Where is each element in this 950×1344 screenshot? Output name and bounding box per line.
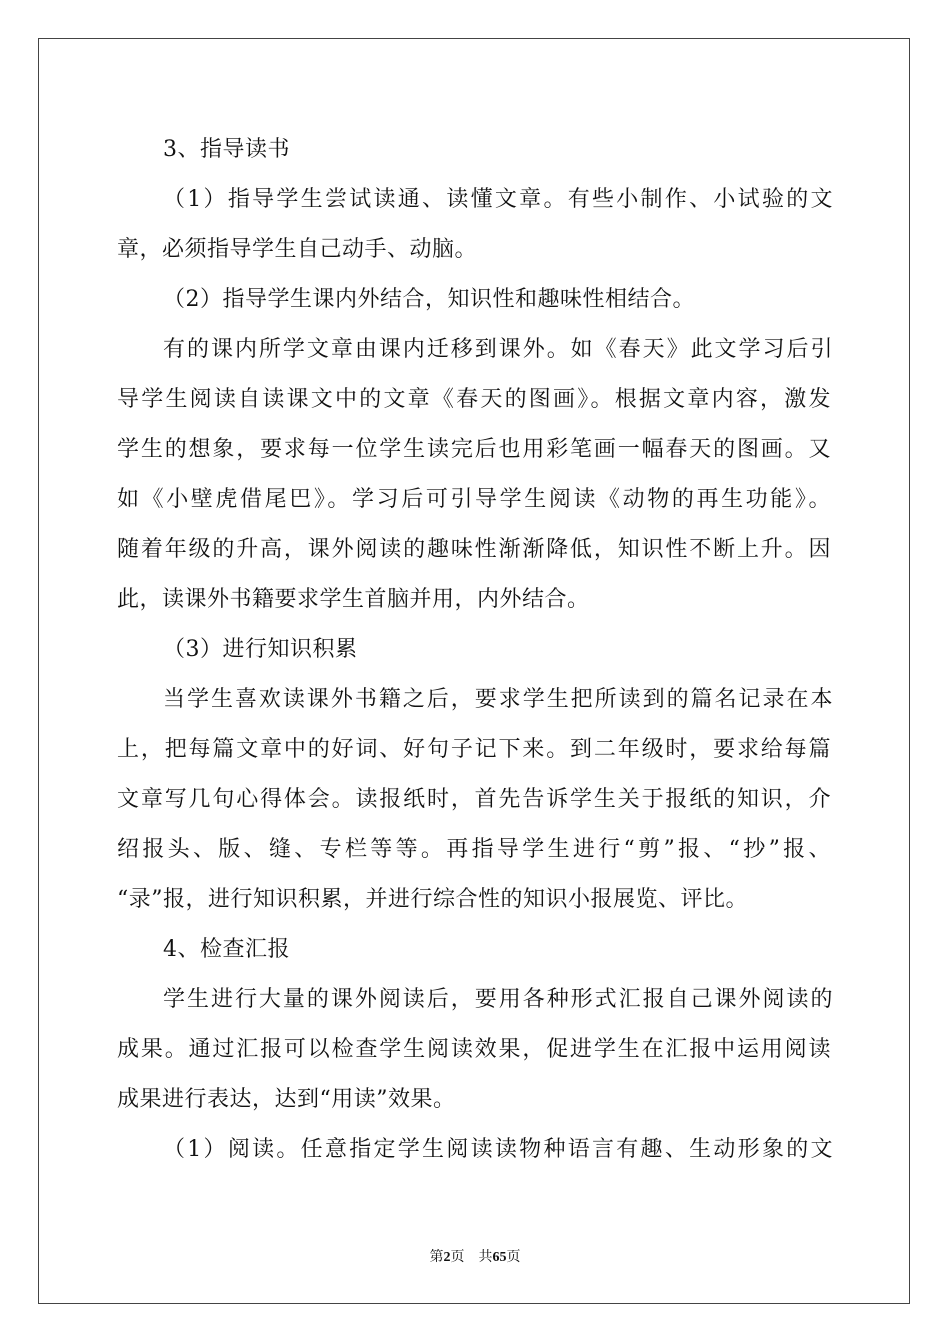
paragraph-line: “录”报，进行知识积累，并进行综合性的知识小报展览、评比。: [117, 887, 748, 912]
paragraph-line: 章，必须指导学生自己动手、动脑。: [117, 237, 478, 262]
paragraph-line: 上，把每篇文章中的好词、好句子记下来。到二年级时，要求给每篇: [117, 737, 831, 762]
paragraph-line: 有的课内所学文章由课内迁移到课外。如《春天》此文学习后引: [163, 337, 833, 362]
page-border: [38, 38, 910, 1304]
footer-suffix: 页: [506, 1249, 521, 1265]
paragraph-line: 学生的想象，要求每一位学生读完后也用彩笔画一幅春天的图画。又: [117, 437, 831, 462]
paragraph-line: 此，读课外书籍要求学生首脑并用，内外结合。: [117, 587, 590, 612]
paragraph-line: （1）指导学生尝试读通、读懂文章。有些小制作、小试验的文: [163, 187, 833, 212]
paragraph-line: 成果进行表达，达到“用读”效果。: [117, 1087, 456, 1112]
paragraph-line: 如《小壁虎借尾巴》。学习后可引导学生阅读《动物的再生功能》。: [117, 487, 831, 512]
paragraph-line: （2）指导学生课内外结合，知识性和趣味性相结合。: [163, 287, 695, 312]
paragraph-line: 绍报头、版、缝、专栏等等。再指导学生进行“剪”报、“抄”报、: [117, 837, 831, 862]
paragraph-line: 导学生阅读自读课文中的文章《春天的图画》。根据文章内容，激发: [117, 387, 831, 412]
paragraph-line: 随着年级的升高，课外阅读的趣味性渐渐降低，知识性不断上升。因: [117, 537, 831, 562]
paragraph-line: （1）阅读。任意指定学生阅读读物种语言有趣、生动形象的文: [163, 1137, 833, 1162]
footer-prefix: 第: [429, 1249, 444, 1265]
heading-guide-reading: 3、指导读书: [163, 137, 290, 162]
heading-check-report: 4、检查汇报: [163, 937, 290, 962]
paragraph-line: 成果。通过汇报可以检查学生阅读效果，促进学生在汇报中运用阅读: [117, 1037, 831, 1062]
paragraph-line: 学生进行大量的课外阅读后，要用各种形式汇报自己课外阅读的: [163, 987, 833, 1012]
heading-knowledge-accumulation: （3）进行知识积累: [163, 637, 358, 662]
current-page-number: 2: [443, 1250, 451, 1265]
footer-mid: 页 共: [450, 1249, 493, 1265]
total-page-count: 65: [492, 1250, 507, 1265]
paragraph-line: 当学生喜欢读课外书籍之后，要求学生把所读到的篇名记录在本: [163, 687, 833, 712]
paragraph-line: 文章写几句心得体会。读报纸时，首先告诉学生关于报纸的知识，介: [117, 787, 831, 812]
page-footer: [0, 1246, 950, 1266]
